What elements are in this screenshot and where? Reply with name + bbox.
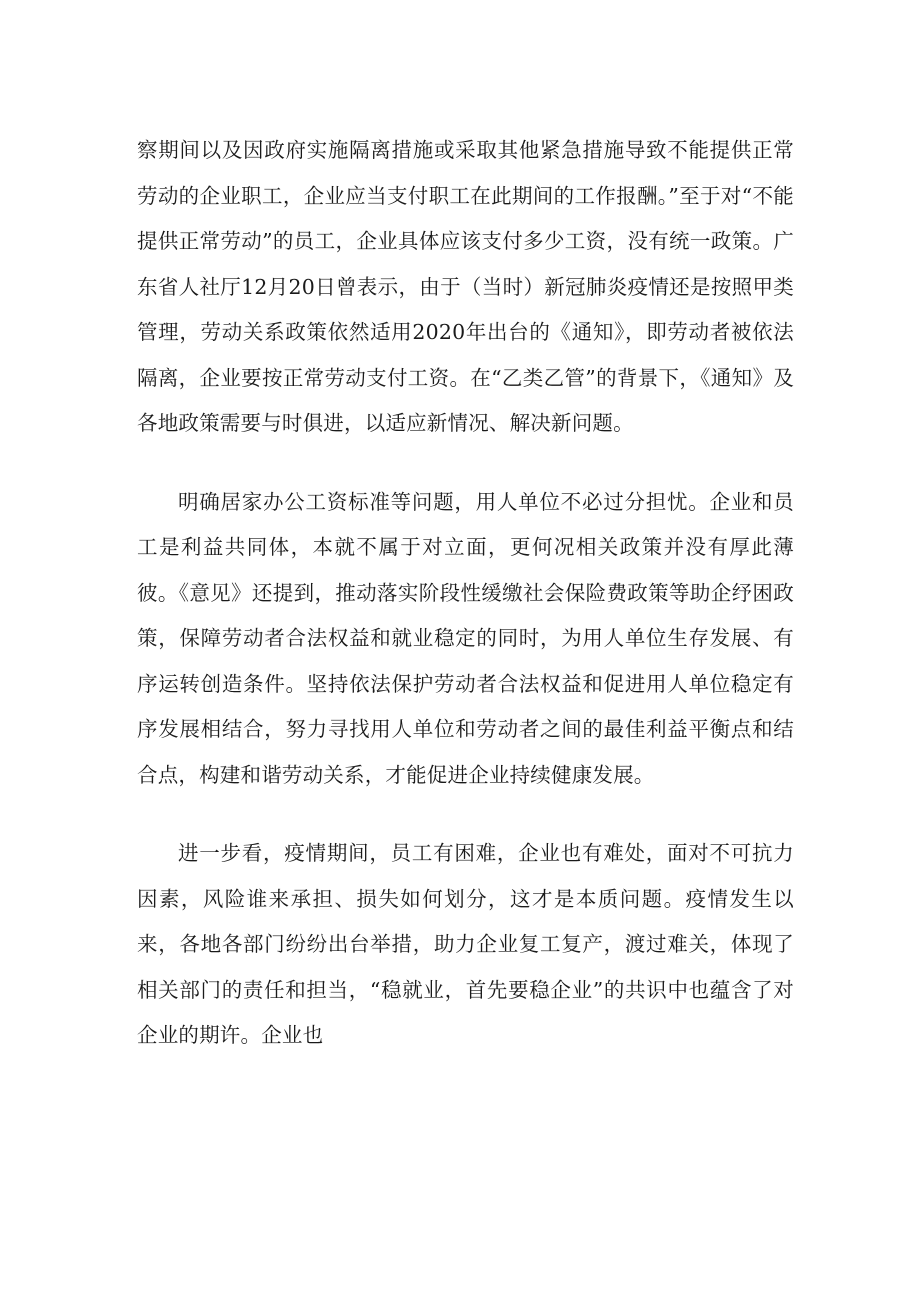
paragraph-spacer [137, 798, 794, 831]
paragraph-spacer [137, 447, 794, 480]
paragraph-1: 察期间以及因政府实施隔离措施或采取其他紧急措施导致不能提供正常劳动的企业职工，企业应当支付职工在此期间的工作报酬。”至于对“不能提供正常劳动”的员工，企业具体应该支付多少工资，没有统一政策。广东省人社厅12月20日曾表示，由于（当时）新冠肺炎疫情还是按照甲类管理，劳动关系政策依然适用2020年出台的《通知》，即劳动者被依法隔离，企业要按正常劳动支付工资。在“乙类乙管”的背景下，《通知》及各地政策需要与时俱进，以适应新情况、解决新问题。 [137, 138, 794, 435]
paragraph-2: 明确居家办公工资标准等问题，用人单位不必过分担忧。企业和员工是利益共同体，本就不属于对立面，更何况相关政策并没有厚此薄彼。《意见》还提到，推动落实阶段性缓缴社会保险费政策等助企纾困政策，保障劳动者合法权益和就业稳定的同时，为用人单位生存发展、有序运转创造条件。坚持依法保护劳动者合法权益和促进用人单位稳定有序发展相结合，努力寻找用人单位和劳动者之间的最佳利益平衡点和结合点，构建和谐劳动关系，才能促进企业持续健康发展。 [137, 489, 794, 787]
paragraph-3: 进一步看，疫情期间，员工有困难，企业也有难处，面对不可抗力因素，风险谁来承担、损失如何划分，这才是本质问题。疫情发生以来，各地各部门纷纷出台举措，助力企业复工复产，渡过难关，体现了相关部门的责任和担当，“稳就业，首先要稳企业”的共识中也蕴含了对企业的期许。企业也 [137, 841, 794, 1047]
